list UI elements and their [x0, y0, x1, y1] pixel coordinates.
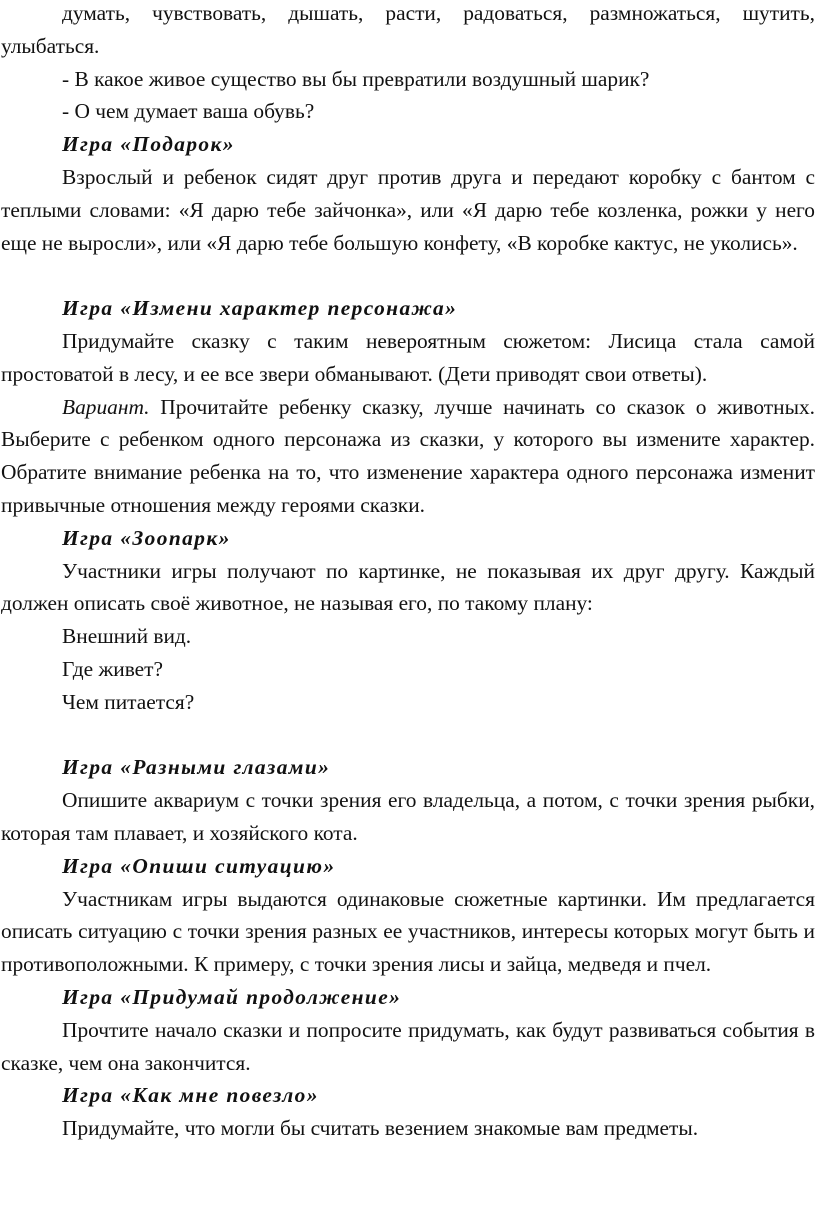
game-title-describe-situation: Игра «Опиши ситуацию»: [62, 853, 336, 878]
game-title-lucky: Игра «Как мне повезло»: [62, 1083, 319, 1108]
blank-line: [1, 259, 815, 292]
game-text-continuation: Прочтите начало сказки и попросите придумать, как будут развиваться события в сказке, чем она закончится.: [1, 1017, 815, 1075]
zoo-plan-item: Чем питается?: [62, 689, 195, 714]
game-text-gift: Взрослый и ребенок сидят друг против друга и передают коробку с бантом с теплыми словами: «Я дарю тебе зайчонка», или «Я дарю тебе козленка, рожки у него еще не выросли», или «Я дарю тебе большую конфету, «В коробке кактус, не уколись».: [1, 164, 815, 255]
game-title-different-eyes: Игра «Разными глазами»: [62, 755, 331, 780]
game-title-zoo: Игра «Зоопарк»: [62, 525, 231, 550]
intro-question-1: - В какое живое существо вы бы превратили воздушный шарик?: [62, 66, 650, 91]
intro-continuation: думать, чувствовать, дышать, расти, радоваться, размножаться, шутить, улыбаться.: [1, 1, 815, 58]
zoo-plan-item: Внешний вид.: [62, 624, 192, 649]
variant-label: Вариант.: [62, 394, 150, 419]
game-title-gift: Игра «Подарок»: [62, 132, 235, 157]
game-text-change-character: Придумайте сказку с таким невероятным сюжетом: Лисица стала самой простоватой в лесу, и ее все звери обманывают. (Дети приводят свои ответы).: [1, 328, 815, 386]
zoo-plan-item: Где живет?: [62, 656, 164, 681]
game-text-lucky: Придумайте, что могли бы считать везением знакомые вам предметы.: [62, 1116, 699, 1141]
game-text-different-eyes: Опишите аквариум с точки зрения его владельца, а потом, с точки зрения рыбки, которая там плавает, и хозяйского кота.: [1, 788, 815, 845]
game-text-describe-situation: Участникам игры выдаются одинаковые сюжетные картинки. Им предлагается описать ситуацию с точки зрения разных ее участников, интересы которых могут быть и противоположными. К примеру, с точки зрения лисы и зайца, медведя и пчел.: [1, 886, 815, 977]
game-title-change-character: Игра «Измени характер персонажа»: [62, 296, 458, 321]
game-variant-paragraph: [1, 391, 815, 522]
intro-question-2: - О чем думает ваша обувь?: [62, 99, 315, 124]
game-text-zoo: Участники игры получают по картинке, не показывая их друг другу. Каждый должен описать своё животное, не называя его, по такому плану:: [1, 558, 815, 616]
blank-line: [1, 719, 815, 752]
game-title-continuation: Игра «Придумай продолжение»: [62, 984, 402, 1009]
variant-text: Прочитайте ребенку сказку, лучше начинать со сказок о животных. Выберите с ребенком одного персонажа из сказки, у которого вы измените характер. Обратите внимание ребенка на то, что изменение характера одного персонажа изменит привычные отношения между героями сказки.: [1, 394, 815, 517]
